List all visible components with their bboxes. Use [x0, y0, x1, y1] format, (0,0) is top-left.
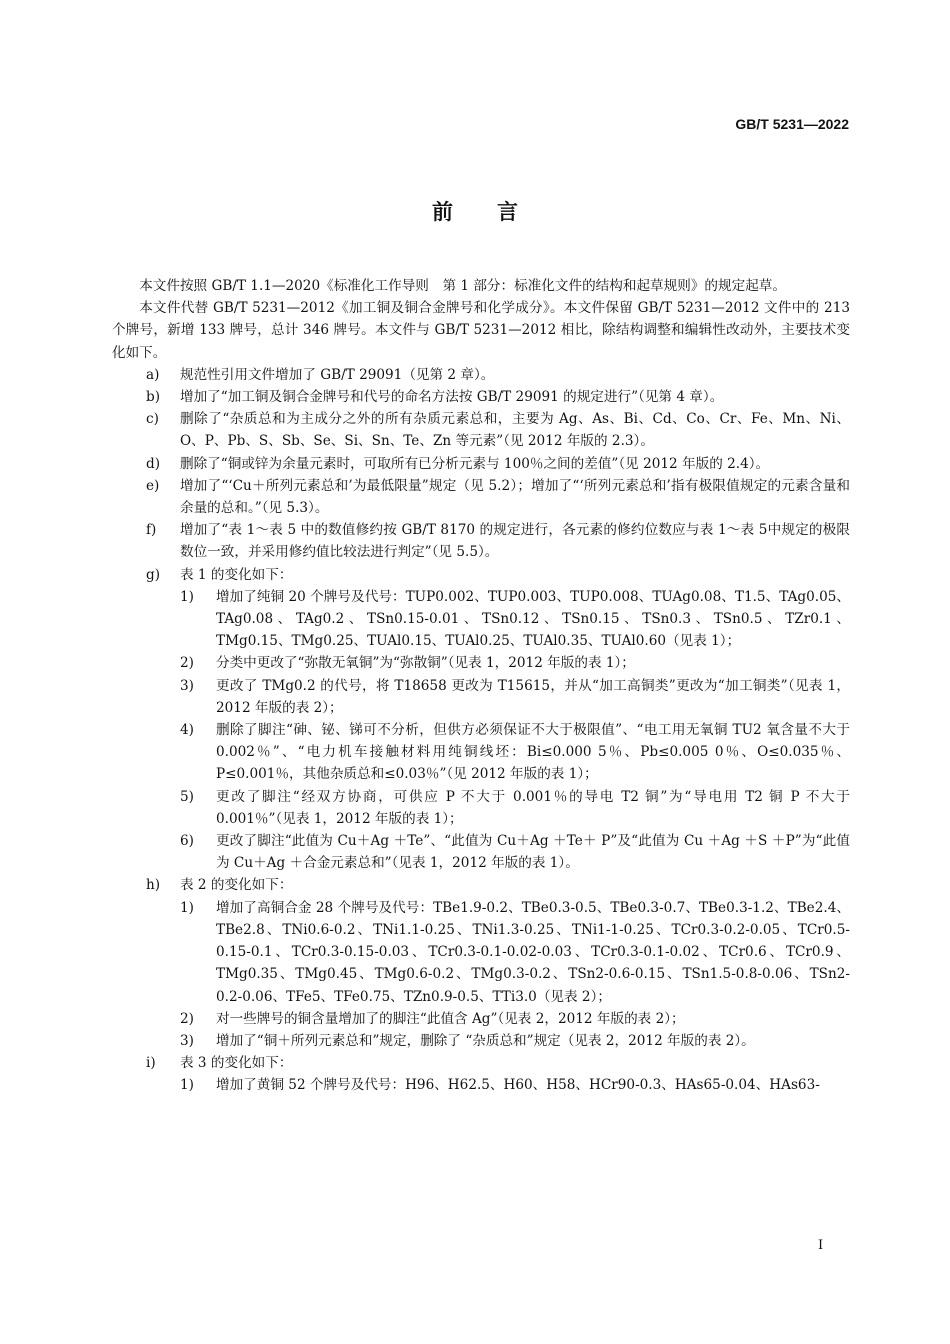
item-text: 增加了高铜合金 28 个牌号及代号：TBe1.9-0.2、TBe0.3-0.5、TBe0.3-0.7、TBe0.3-1.2、TBe2.4、TBe2.8、TNi0.6-0.2、TNi1.1-0.25、TNi1.3-0.25、TNi1-1-0.25、TCr0.3-0.2-0.05、TCr0.5-0.15-0.1、TCr0.3-0.15-0.03、TCr0.3-0.1-0.02-0.03、TCr0.3-0.1-0.02、TCr0.6、TCr0.9、TMg0.35、TMg0.45、TMg0.6-0.2、TMg0.3-0.2、TSn2-0.6-0.15、TSn1.5-0.8-0.06、TSn2-0.2-0.06、TFe5、TFe0.75、TZn0.9-0.5、TTi3.0（见表 2）；	[216, 899, 850, 1005]
item-label: a)	[146, 366, 160, 383]
item-text: 增加了“铜＋所列元素总和”规定，删除了 “杂质总和”规定（见表 2，2012 年版的表 2）。	[216, 1032, 755, 1049]
list-item	[112, 408, 850, 452]
sub-list-item	[112, 786, 850, 830]
item-text: 对一些牌号的铜含量增加了的脚注“此值含 Ag”（见表 2，2012 年版的表 2）；	[216, 1010, 685, 1027]
item-label: g)	[146, 566, 161, 583]
item-text: 表 2 的变化如下：	[180, 877, 293, 894]
list-item	[112, 1052, 850, 1074]
document-body	[112, 275, 850, 1097]
item-label: b)	[146, 389, 161, 406]
item-label: e)	[146, 477, 160, 494]
change-list	[112, 364, 850, 1097]
page-title: 前言	[432, 199, 562, 224]
sub-list-item	[112, 675, 850, 719]
item-label: 3)	[180, 677, 194, 694]
item-text: 增加了“加工铜及铜合金牌号和代号的命名方法按 GB/T 29091 的规定进行”（见第 4 章）。	[180, 389, 724, 406]
list-item	[112, 874, 850, 896]
page-number: I	[818, 1238, 824, 1253]
item-label: d)	[146, 455, 161, 472]
paragraph: 本文件代替 GB/T 5231—2012《加工铜及铜合金牌号和化学成分》。本文件保留 GB/T 5231—2012 文件中的 213 个牌号，新增 133 牌号，总计 346 牌号。本文件与 GB/T 5231—2012 相比，除结构调整和编辑性改动外，主要技术变化如下。	[112, 300, 850, 361]
item-label: 5)	[180, 788, 194, 805]
sub-list-item	[112, 897, 850, 1008]
item-label: 1)	[180, 588, 194, 605]
list-item	[112, 475, 850, 519]
list-item	[112, 453, 850, 475]
item-label: 4)	[180, 722, 194, 739]
list-item	[112, 364, 850, 386]
item-text: 更改了脚注“经双方协商，可供应 P 不大于 0.001％的导电 T2 铜”为“导电用 T2 铜 P 不大于 0.001％”（见表 1，2012 年版的表 1）；	[216, 788, 850, 827]
sub-list-item	[112, 1030, 850, 1052]
item-label: 3)	[180, 1032, 194, 1049]
item-text: 规范性引用文件增加了 GB/T 29091（见第 2 章）。	[180, 366, 495, 383]
sub-list-item	[112, 1074, 850, 1096]
item-label: i)	[146, 1055, 156, 1072]
item-text: 更改了 TMg0.2 的代号，将 T18658 更改为 T15615，并从“加工高铜类”更改为“加工铜类”（见表 1，2012 年版的表 2）；	[216, 677, 850, 716]
item-label: 2)	[180, 1010, 194, 1027]
sub-list-item	[112, 830, 850, 874]
item-text: 增加了纯铜 20 个牌号及代号：TUP0.002、TUP0.003、TUP0.008、TUAg0.08、T1.5、TAg0.05、TAg0.08、TAg0.2、TSn0.15-0.01、TSn0.12、TSn0.15、TSn0.3、TSn0.5、TZr0.1、TMg0.15、TMg0.25、TUAl0.15、TUAl0.25、TUAl0.35、TUAl0.60（见表 1）；	[216, 588, 850, 650]
item-label: 6)	[180, 833, 194, 850]
item-label: 1)	[180, 899, 194, 916]
item-text: 增加了黄铜 52 个牌号及代号：H96、H62.5、H60、H58、HCr90-0.3、HAs65-0.04、HAs63-	[216, 1077, 820, 1094]
item-label: c)	[146, 411, 159, 428]
list-item	[112, 386, 850, 408]
item-text: 增加了“‘Cu＋所列元素总和’为最低限量”规定（见 5.2）；增加了“‘所列元素总和’指有极限值规定的元素含量和余量的总和。”（见 5.3）。	[180, 477, 850, 517]
item-label: 2)	[180, 655, 194, 672]
item-label: 1)	[180, 1077, 194, 1094]
item-text: 更改了脚注“此值为 Cu＋Ag ＋Te”、“此值为 Cu＋Ag ＋Te＋ P”及“此值为 Cu ＋Ag ＋S ＋P”为“此值为 Cu＋Ag ＋合金元素总和”（见表 1，2012 年版的表 1）。	[216, 833, 850, 872]
item-text: 表 3 的变化如下：	[180, 1055, 293, 1072]
item-text: 删除了“杂质总和为主成分之外的所有杂质元素总和，主要为 Ag、As、Bi、Cd、Co、Cr、Fe、Mn、Ni、O、P、Pb、S、Sb、Se、Si、Sn、Te、Zn 等元素”（见 2012 年版的 2.3）。	[180, 411, 850, 450]
sub-list-item	[112, 652, 850, 674]
sub-list-item	[112, 1008, 850, 1030]
list-item	[112, 564, 850, 586]
item-text: 删除了“铜或锌为余量元素时，可取所有已分析元素与 100％之间的差值”（见 2012 年版的 2.4）。	[180, 455, 770, 472]
item-label: f)	[146, 522, 157, 539]
item-text: 删除了脚注“砷、铋、锑可不分析，但供方必须保证不大于极限值”、“电工用无氧铜 TU2 氧含量不大于 0.002％”、“电力机车接触材料用纯铜线坯：Bi≤0.000 5％、Pb≤0.005 0％、O≤0.035％、P≤0.001％，其他杂质总和≤0.03％”（见 2012 年版的表 1）；	[216, 722, 850, 783]
item-text: 增加了“表 1～表 5 中的数值修约按 GB/T 8170 的规定进行，各元素的修约位数应与表 1～表 5中规定的极限数位一致，并采用修约值比较法进行判定”（见 5.5）。	[180, 522, 850, 561]
sub-list-item	[112, 719, 850, 786]
list-item	[112, 519, 850, 563]
paragraph: 本文件按照 GB/T 1.1—2020《标准化工作导则 第 1 部分：标准化文件的结构和起草规则》的规定起草。	[139, 278, 786, 294]
item-text: 分类中更改了“弥散无氧铜”为“弥散铜”（见表 1，2012 年版的表 1）；	[216, 655, 635, 672]
item-text: 表 1 的变化如下：	[180, 566, 293, 583]
item-label: h)	[146, 877, 161, 894]
sub-list-item	[112, 586, 850, 653]
standard-code-header: GB/T 5231—2022	[735, 116, 849, 132]
